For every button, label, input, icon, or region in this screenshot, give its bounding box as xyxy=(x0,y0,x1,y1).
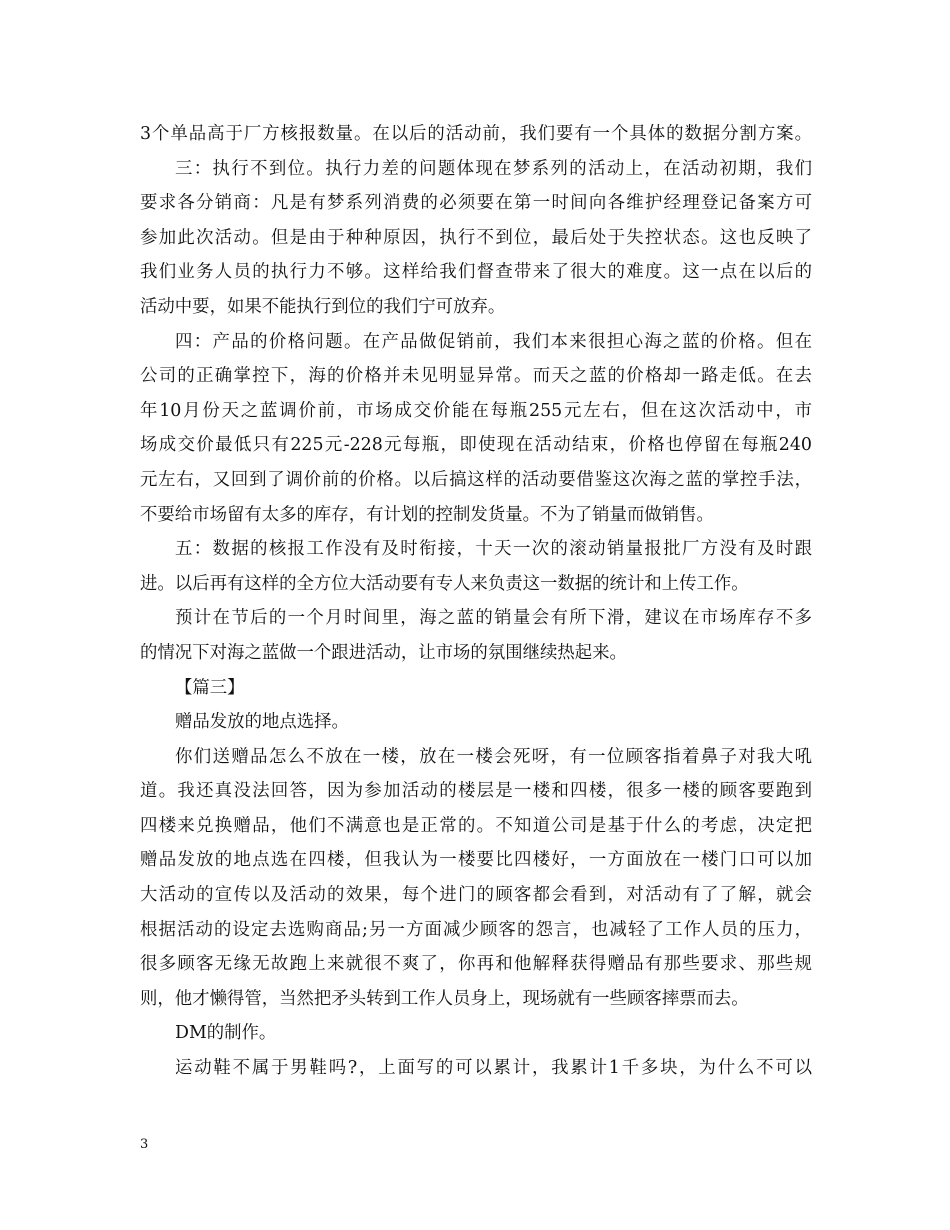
text-line-15: 预计在节后的一个月时间里，海之蓝的销量会有所下滑，建议在市场库存不多 xyxy=(175,608,812,629)
text-line-12: 不要给市场留有太多的库存，有计划的控制发货量。不为了销量而做销售。 xyxy=(140,504,714,525)
text-line-3: 要求各分销商：凡是有梦系列消费的必须要在第一时间向各维护经理登记备案方可 xyxy=(140,193,812,214)
text-line-6: 活动中要，如果不能执行到位的我们宁可放弃。 xyxy=(140,296,506,317)
text-line-7: 四：产品的价格问题。在产品做促销前，我们本来很担心海之蓝的价格。但在 xyxy=(175,331,812,352)
text-line-27: DM的制作。 xyxy=(175,1023,277,1044)
document-body xyxy=(140,117,812,1086)
text-line-5: 我们业务人员的执行力不够。这样给我们督查带来了很大的难度。这一点在以后的 xyxy=(140,262,812,283)
text-line-8: 公司的正确掌控下，海的价格并未见明显异常。而天之蓝的价格却一路走低。在去 xyxy=(140,366,812,387)
text-line-28: 运动鞋不属于男鞋吗?，上面写的可以累计，我累计1千多块，为什么不可以 xyxy=(175,1058,812,1079)
text-line-24: 根据活动的设定去选购商品;另一方面减少顾客的怨言，也减轻了工作人员的压力， xyxy=(140,919,812,940)
text-line-18: 赠品发放的地点选择。 xyxy=(175,712,349,733)
text-line-20: 道。我还真没法回答，因为参加活动的楼层是一楼和四楼，很多一楼的顾客要跑到 xyxy=(140,781,812,802)
text-line-13: 五：数据的核报工作没有及时衔接，十天一次的滚动销量报批厂方没有及时跟 xyxy=(175,539,812,560)
text-line-10: 场成交价最低只有225元-228元每瓶，即使现在活动结束，价格也停留在每瓶240 xyxy=(140,435,812,456)
text-line-2: 三：执行不到位。执行力差的问题体现在梦系列的活动上，在活动初期，我们 xyxy=(175,158,812,179)
page-number: 3 xyxy=(140,1137,149,1152)
text-line-25: 很多顾客无缘无故跑上来就很不爽了，你再和他解释获得赠品有那些要求、那些规 xyxy=(140,954,812,975)
text-line-11: 元左右，又回到了调价前的价格。以后搞这样的活动要借鉴这次海之蓝的掌控手法， xyxy=(140,469,812,490)
text-line-22: 赠品发放的地点选在四楼，但我认为一楼要比四楼好，一方面放在一楼门口可以加 xyxy=(140,850,812,871)
text-line-4: 参加此次活动。但是由于种种原因，执行不到位，最后处于失控状态。这也反映了 xyxy=(140,227,812,248)
text-line-9: 年10月份天之蓝调价前，市场成交价能在每瓶255元左右，但在这次活动中，市 xyxy=(140,400,812,421)
text-line-16: 的情况下对海之蓝做一个跟进活动，让市场的氛围继续热起来。 xyxy=(140,642,627,663)
text-line-14: 进。以后再有这样的全方位大活动要有专人来负责这一数据的统计和上传工作。 xyxy=(140,573,749,594)
text-line-19: 你们送赠品怎么不放在一楼，放在一楼会死呀，有一位顾客指着鼻子对我大吼 xyxy=(175,746,812,767)
text-line-1: 3个单品高于厂方核报数量。在以后的活动前，我们要有一个具体的数据分割方案。 xyxy=(140,124,812,144)
text-line-26: 则，他才懒得管，当然把矛头转到工作人员身上，现场就有一些顾客摔票而去。 xyxy=(140,988,749,1009)
section-heading: 【篇三】 xyxy=(175,677,245,698)
text-line-23: 大活动的宣传以及活动的效果，每个进门的顾客都会看到，对活动有了了解，就会 xyxy=(140,885,812,906)
text-line-21: 四楼来兑换赠品，他们不满意也是正常的。不知道公司是基于什么的考虑，决定把 xyxy=(140,815,812,836)
